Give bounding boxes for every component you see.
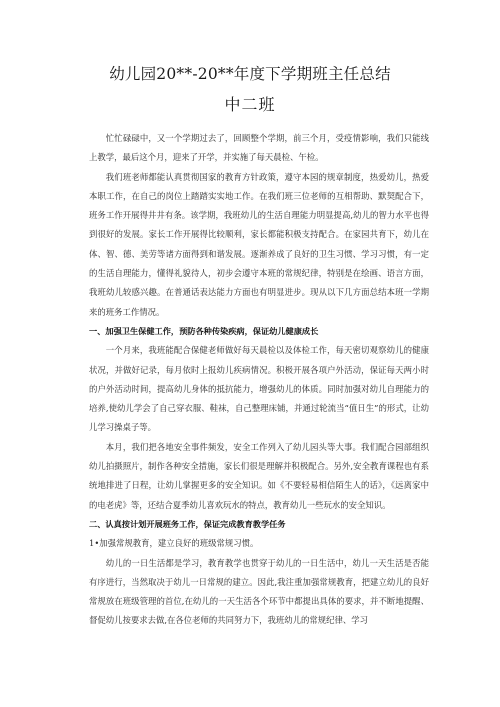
paragraph: 我们班老师都能认真贯彻国家的教育方针政策，遵守本园的规章制度，热爱幼儿，热爱本职工作，在自己的岗位上踏踏实实地工作。在我们班三位老师的互相帮助、默契配合下，班务工作开展得井井有条。该学期，我班幼儿的生活自理能力明显提高,幼儿的智力水平也得到很好的发展。家长工作开展得比较顺利，家长都能积极支持配合。在家园共育下，幼儿在体、智、德、美劳等诸方面得到和谐发展。逐渐养成了良好的卫生习惯、学习习惯，有一定的生活自理能力，懂得礼貌待人，初步会遵守本班的常规纪律，特别是在绘画、语言方面，我班幼儿较感兴趣。在普通话表达能力方面也有明显进步。现从以下几方面总结本班一学期来的班务工作情况。 <box>89 171 429 317</box>
section-heading: 二、认真按计划开展班务工作，保证完成教育教学任务 <box>89 518 286 529</box>
class-name: 中二班 <box>224 95 276 114</box>
document-body <box>89 129 429 631</box>
paragraph: 忙忙碌碌中，又一个学期过去了，回顾整个学期，前三个月，受疫情影响，我们只能线上教学，最后这个月，迎来了开学，并实施了每天晨检、午检。 <box>89 133 429 163</box>
sub-heading: 1•加强常规教育，建立良好的班级常规习惯。 <box>89 538 259 549</box>
paragraph: 本月，我们把各地安全事件频发，安全工作列入了幼儿园头等大事。我们配合园部组织幼儿拍摄照片，制作各种安全措施，家长们很是理解并积极配合。另外,安全教育课程也有系统地排进了日程，让幼儿掌握更多的安全知识。如《不要轻易相信陌生人的话》，《远离家中的电老虎》等，还结合夏季幼儿喜欢玩水的特点，教育幼儿一些玩水的安全知识。 <box>89 441 429 510</box>
paragraph: 幼儿的一日生活都是学习，教育教学也贯穿于幼儿的一日生活中，幼儿一天生活是否能有序进行，当然取决于幼儿一日常规的建立。因此,我注重加强常规教育，把建立幼儿的良好常规放在班级管理的首位,在幼儿的一天生活各个环节中都提出具体的要求，并不断地提醒、督促幼儿按要求去做,在各位老师的共同努力下，我班幼儿的常规纪律、学习 <box>89 557 429 626</box>
document-title: 幼儿园20**-20**年度下学期班主任总结 <box>109 65 391 83</box>
section-heading: 一、加强卫生保健工作，预防各种传染疾病，保证幼儿健康成长 <box>89 325 319 336</box>
paragraph: 一个月来，我班能配合保健老师做好每天晨检以及体检工作，每天密切观察幼儿的健康状况，并做好记录，每月依时上报幼儿疾病情况。积极开展各项户外活动，保证每天两小时的户外活动时间，提高幼儿身体的抵抗能力，增强幼儿的体质。同时加强对幼儿自理能力的培养,使幼儿学会了自己穿衣服、鞋袜，自己整理床铺，并通过轮流当“值日生”的形式，让幼儿学习操桌子等。 <box>89 345 429 433</box>
